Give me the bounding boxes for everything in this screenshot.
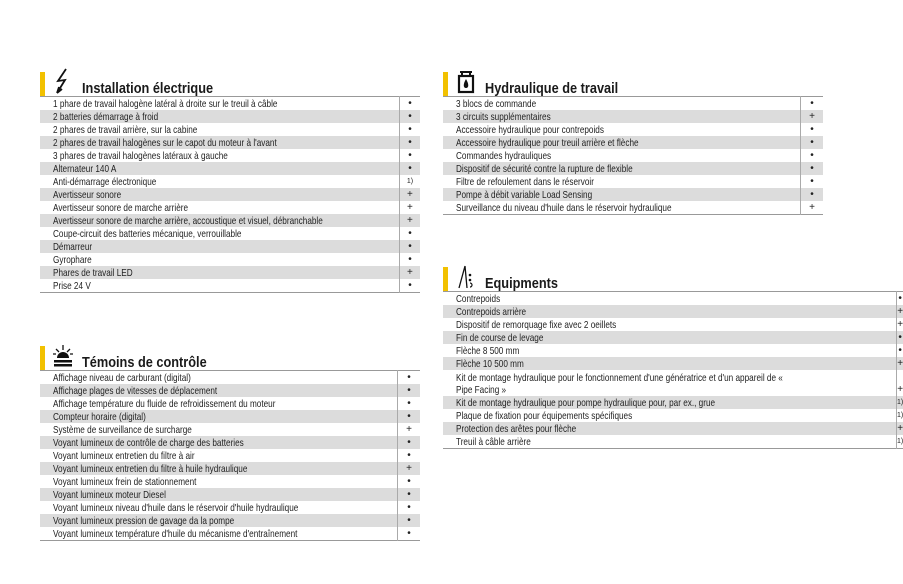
item-label: [40, 436, 398, 449]
table-row: [40, 384, 420, 397]
item-text: 2 batteries démarrage à froid: [53, 111, 159, 123]
table-row: [443, 357, 903, 370]
table-row: [40, 423, 420, 436]
item-label: [40, 384, 398, 397]
item-label: [40, 162, 399, 175]
table-row: [40, 371, 420, 385]
item-label: [443, 331, 897, 344]
item-label: [40, 266, 399, 279]
accent-bar: [40, 346, 45, 370]
table-row: [443, 123, 823, 136]
section-hydraulique-travail: [443, 66, 823, 215]
standard-marker: •: [801, 175, 824, 188]
standard-marker: •: [398, 384, 421, 397]
standard-marker: •: [398, 397, 421, 410]
item-text: Démarreur: [53, 241, 93, 253]
standard-marker: •: [398, 371, 421, 385]
item-label: [443, 357, 897, 370]
item-text: 2 phares de travail halogènes sur le capot du moteur à l'avant: [53, 137, 277, 149]
table-row: [40, 266, 420, 279]
item-text: Contrepoids: [456, 293, 501, 305]
table-row: [40, 110, 420, 123]
table-row: [443, 188, 823, 201]
table-row: [40, 123, 420, 136]
item-label: [40, 201, 399, 214]
table-row: [40, 227, 420, 240]
item-label: [443, 344, 897, 357]
standard-marker: •: [801, 188, 824, 201]
item-text: Voyant lumineux entretien du filtre à air: [53, 450, 195, 462]
table-row: [40, 488, 420, 501]
footnote-marker: 1): [897, 409, 903, 422]
item-label: [443, 136, 801, 149]
standard-marker: •: [399, 162, 420, 175]
item-text: Coupe-circuit des batteries mécanique, verrouillable: [53, 228, 242, 240]
item-text: Treuil à câble arrière: [456, 436, 531, 448]
lightning-icon: [52, 68, 74, 94]
equipment-table: [40, 370, 420, 541]
section-title: Hydraulique de travail: [485, 80, 619, 97]
section-title: Equipments: [485, 275, 558, 292]
item-label: [40, 501, 398, 514]
table-row: [40, 410, 420, 423]
item-text: Avertisseur sonore de marche arrière: [53, 202, 189, 214]
option-marker: +: [897, 306, 903, 317]
table-row: [40, 501, 420, 514]
table-row: [40, 162, 420, 175]
standard-marker: •: [399, 97, 420, 111]
table-row: [443, 149, 823, 162]
item-text: Dispositif de remorquage fixe avec 2 oeillets: [456, 319, 617, 331]
option-marker: +: [801, 201, 824, 215]
table-row: [443, 318, 903, 331]
item-text: Prise 24 V: [53, 280, 91, 292]
table-row: [40, 136, 420, 149]
item-label: [40, 514, 398, 527]
table-row: [40, 188, 420, 201]
item-text: Flèche 8 500 mm: [456, 345, 520, 357]
item-label: [40, 423, 398, 436]
table-row: [40, 436, 420, 449]
item-label: [40, 410, 398, 423]
item-text: Plaque de fixation pour équipements spécifiques: [456, 410, 633, 422]
warning-light-icon: [52, 342, 74, 368]
table-row: [443, 435, 903, 449]
item-text: Accessoire hydraulique pour contrepoids: [456, 124, 604, 136]
item-label: [40, 123, 399, 136]
item-text: Surveillance du niveau d'huile dans le réservoir hydraulique: [456, 202, 672, 214]
item-text: Voyant lumineux niveau d'huile dans le réservoir d'huile hydraulique: [53, 502, 299, 514]
table-row: [40, 279, 420, 293]
item-text: 3 phares de travail halogènes latéraux à gauche: [53, 150, 228, 162]
item-label: [40, 449, 398, 462]
item-label: [40, 397, 398, 410]
standard-marker: •: [398, 488, 421, 501]
accent-bar: [443, 72, 448, 96]
item-label: [40, 253, 399, 266]
item-label: [443, 422, 897, 435]
standard-marker: •: [801, 97, 824, 111]
item-text: Voyant lumineux frein de stationnement: [53, 476, 197, 488]
item-label: [40, 240, 399, 253]
item-label: [40, 110, 399, 123]
item-label: [40, 462, 398, 475]
standard-marker: •: [399, 227, 420, 240]
item-label: [40, 475, 398, 488]
table-row: [40, 97, 420, 111]
item-label: [443, 123, 801, 136]
item-label: [40, 371, 398, 385]
item-label: [443, 162, 801, 175]
table-row: [443, 409, 903, 422]
standard-marker: •: [399, 149, 420, 162]
item-text: Avertisseur sonore: [53, 189, 122, 201]
table-row: [40, 475, 420, 488]
table-row: [443, 396, 903, 409]
item-text: Affichage plages de vitesses de déplacement: [53, 385, 218, 397]
table-row: [443, 162, 823, 175]
standard-marker: •: [898, 293, 902, 304]
item-text: Affichage température du fluide de refroidissement du moteur: [53, 398, 276, 410]
standard-marker: •: [801, 136, 824, 149]
item-label: [443, 188, 801, 201]
option-marker: +: [398, 423, 421, 436]
item-label: [40, 488, 398, 501]
table-row: [40, 149, 420, 162]
item-text: Avertisseur sonore de marche arrière, accoustique et visuel, débranchable: [53, 215, 323, 227]
item-label: [443, 409, 897, 422]
item-label: [443, 97, 801, 111]
item-text: Anti-démarrage électronique: [53, 176, 157, 188]
item-text: Alternateur 140 A: [53, 163, 117, 175]
item-text: Voyant lumineux entretien du filtre à huile hydraulique: [53, 463, 248, 475]
item-label: [40, 149, 399, 162]
item-label: [443, 370, 897, 396]
item-label: [443, 149, 801, 162]
option-marker: +: [897, 370, 903, 396]
item-label: [40, 527, 398, 541]
item-label: [40, 175, 399, 188]
option-marker: +: [897, 423, 903, 434]
table-row: [40, 214, 420, 227]
standard-marker: •: [398, 436, 421, 449]
standard-marker: •: [399, 279, 420, 293]
table-row: [443, 331, 903, 344]
table-row: [40, 240, 420, 253]
item-text: Fin de course de levage: [456, 332, 544, 344]
accent-bar: [443, 267, 448, 291]
item-label: [40, 279, 399, 293]
item-text: Accessoire hydraulique pour treuil arrière et flèche: [456, 137, 639, 149]
item-text: Voyant lumineux de contrôle de charge des batteries: [53, 437, 244, 449]
standard-marker: •: [399, 240, 420, 253]
standard-marker: •: [898, 345, 902, 356]
item-text: Gyrophare: [53, 254, 92, 266]
table-row: [40, 527, 420, 541]
item-label: [443, 305, 897, 318]
item-text: Kit de montage hydraulique pour pompe hydraulique pour, par ex., grue: [456, 397, 716, 409]
accent-bar: [40, 72, 45, 96]
item-label: [40, 136, 399, 149]
section-title: Installation électrique: [82, 80, 214, 97]
item-label: [40, 214, 399, 227]
item-text: 2 phares de travail arrière, sur la cabine: [53, 124, 198, 136]
table-row: [443, 110, 823, 123]
hydraulic-tank-icon: [455, 68, 477, 94]
standard-marker: •: [398, 449, 421, 462]
item-text: Dispositif de sécurité contre la rupture de flexible: [456, 163, 633, 175]
crane-hook-icon: [455, 263, 477, 289]
table-row: [443, 292, 903, 306]
item-label: [40, 97, 399, 111]
table-row: [40, 514, 420, 527]
item-label: [40, 227, 399, 240]
item-text: Kit de montage hydraulique pour le fonctionnement d'une génératrice et d'un appareil de « Pipe Facing »: [456, 372, 783, 396]
option-marker: +: [399, 188, 420, 201]
equipment-table: [443, 291, 903, 449]
table-row: [443, 370, 903, 396]
item-text: Système de surveillance de surcharge: [53, 424, 192, 436]
table-row: [40, 201, 420, 214]
item-text: Commandes hydrauliques: [456, 150, 552, 162]
standard-marker: •: [398, 475, 421, 488]
option-marker: +: [398, 462, 421, 475]
standard-marker: •: [399, 253, 420, 266]
table-row: [40, 397, 420, 410]
item-text: 1 phare de travail halogène latéral à droite sur le treuil à câble: [53, 98, 278, 110]
standard-marker: •: [399, 110, 420, 123]
item-label: [40, 188, 399, 201]
item-text: Flèche 10 500 mm: [456, 358, 524, 370]
option-marker: +: [801, 110, 824, 123]
standard-marker: •: [898, 332, 902, 343]
section-equipments: [443, 261, 903, 449]
footnote-marker: 1): [897, 396, 903, 409]
footnote-marker: 1): [897, 435, 903, 449]
item-text: Voyant lumineux température d'huile du mécanisme d'entraînement: [53, 528, 298, 540]
standard-marker: •: [801, 123, 824, 136]
table-row: [443, 136, 823, 149]
item-text: Protection des arêtes pour flèche: [456, 423, 577, 435]
table-row: [40, 462, 420, 475]
item-label: [443, 435, 897, 449]
footnote-marker: 1): [399, 175, 420, 188]
item-text: Pompe à débit variable Load Sensing: [456, 189, 593, 201]
standard-marker: •: [398, 410, 421, 423]
item-text: 3 circuits supplémentaires: [456, 111, 551, 123]
item-label: [443, 175, 801, 188]
section-temoins-controle: [40, 340, 420, 541]
table-row: [40, 175, 420, 188]
table-row: [40, 449, 420, 462]
item-text: 3 blocs de commande: [456, 98, 537, 110]
item-label: [443, 318, 897, 331]
item-text: Affichage niveau de carburant (digital): [53, 372, 191, 384]
table-row: [443, 97, 823, 111]
table-row: [443, 201, 823, 215]
item-text: Filtre de refoulement dans le réservoir: [456, 176, 594, 188]
standard-marker: •: [399, 123, 420, 136]
option-marker: +: [399, 201, 420, 214]
item-text: Contrepoids arrière: [456, 306, 527, 318]
option-marker: +: [897, 319, 903, 330]
table-row: [443, 344, 903, 357]
option-marker: +: [399, 266, 420, 279]
item-label: [443, 110, 801, 123]
standard-marker: •: [398, 514, 421, 527]
section-installation-electrique: [40, 66, 420, 293]
equipment-table: [40, 96, 420, 293]
standard-marker: •: [801, 162, 824, 175]
table-row: [443, 175, 823, 188]
item-text: Compteur horaire (digital): [53, 411, 146, 423]
item-text: Voyant lumineux pression de gavage da la pompe: [53, 515, 235, 527]
equipment-table: [443, 96, 823, 215]
item-label: [443, 292, 897, 306]
standard-marker: •: [801, 149, 824, 162]
standard-marker: •: [398, 501, 421, 514]
item-label: [443, 396, 897, 409]
item-label: [443, 201, 801, 215]
item-text: Phares de travail LED: [53, 267, 133, 279]
item-text: Voyant lumineux moteur Diesel: [53, 489, 166, 501]
table-row: [443, 422, 903, 435]
option-marker: +: [399, 214, 420, 227]
standard-marker: •: [399, 136, 420, 149]
section-title: Témoins de contrôle: [82, 354, 207, 371]
table-row: [40, 253, 420, 266]
option-marker: +: [897, 358, 903, 369]
standard-marker: •: [398, 527, 421, 541]
table-row: [443, 305, 903, 318]
